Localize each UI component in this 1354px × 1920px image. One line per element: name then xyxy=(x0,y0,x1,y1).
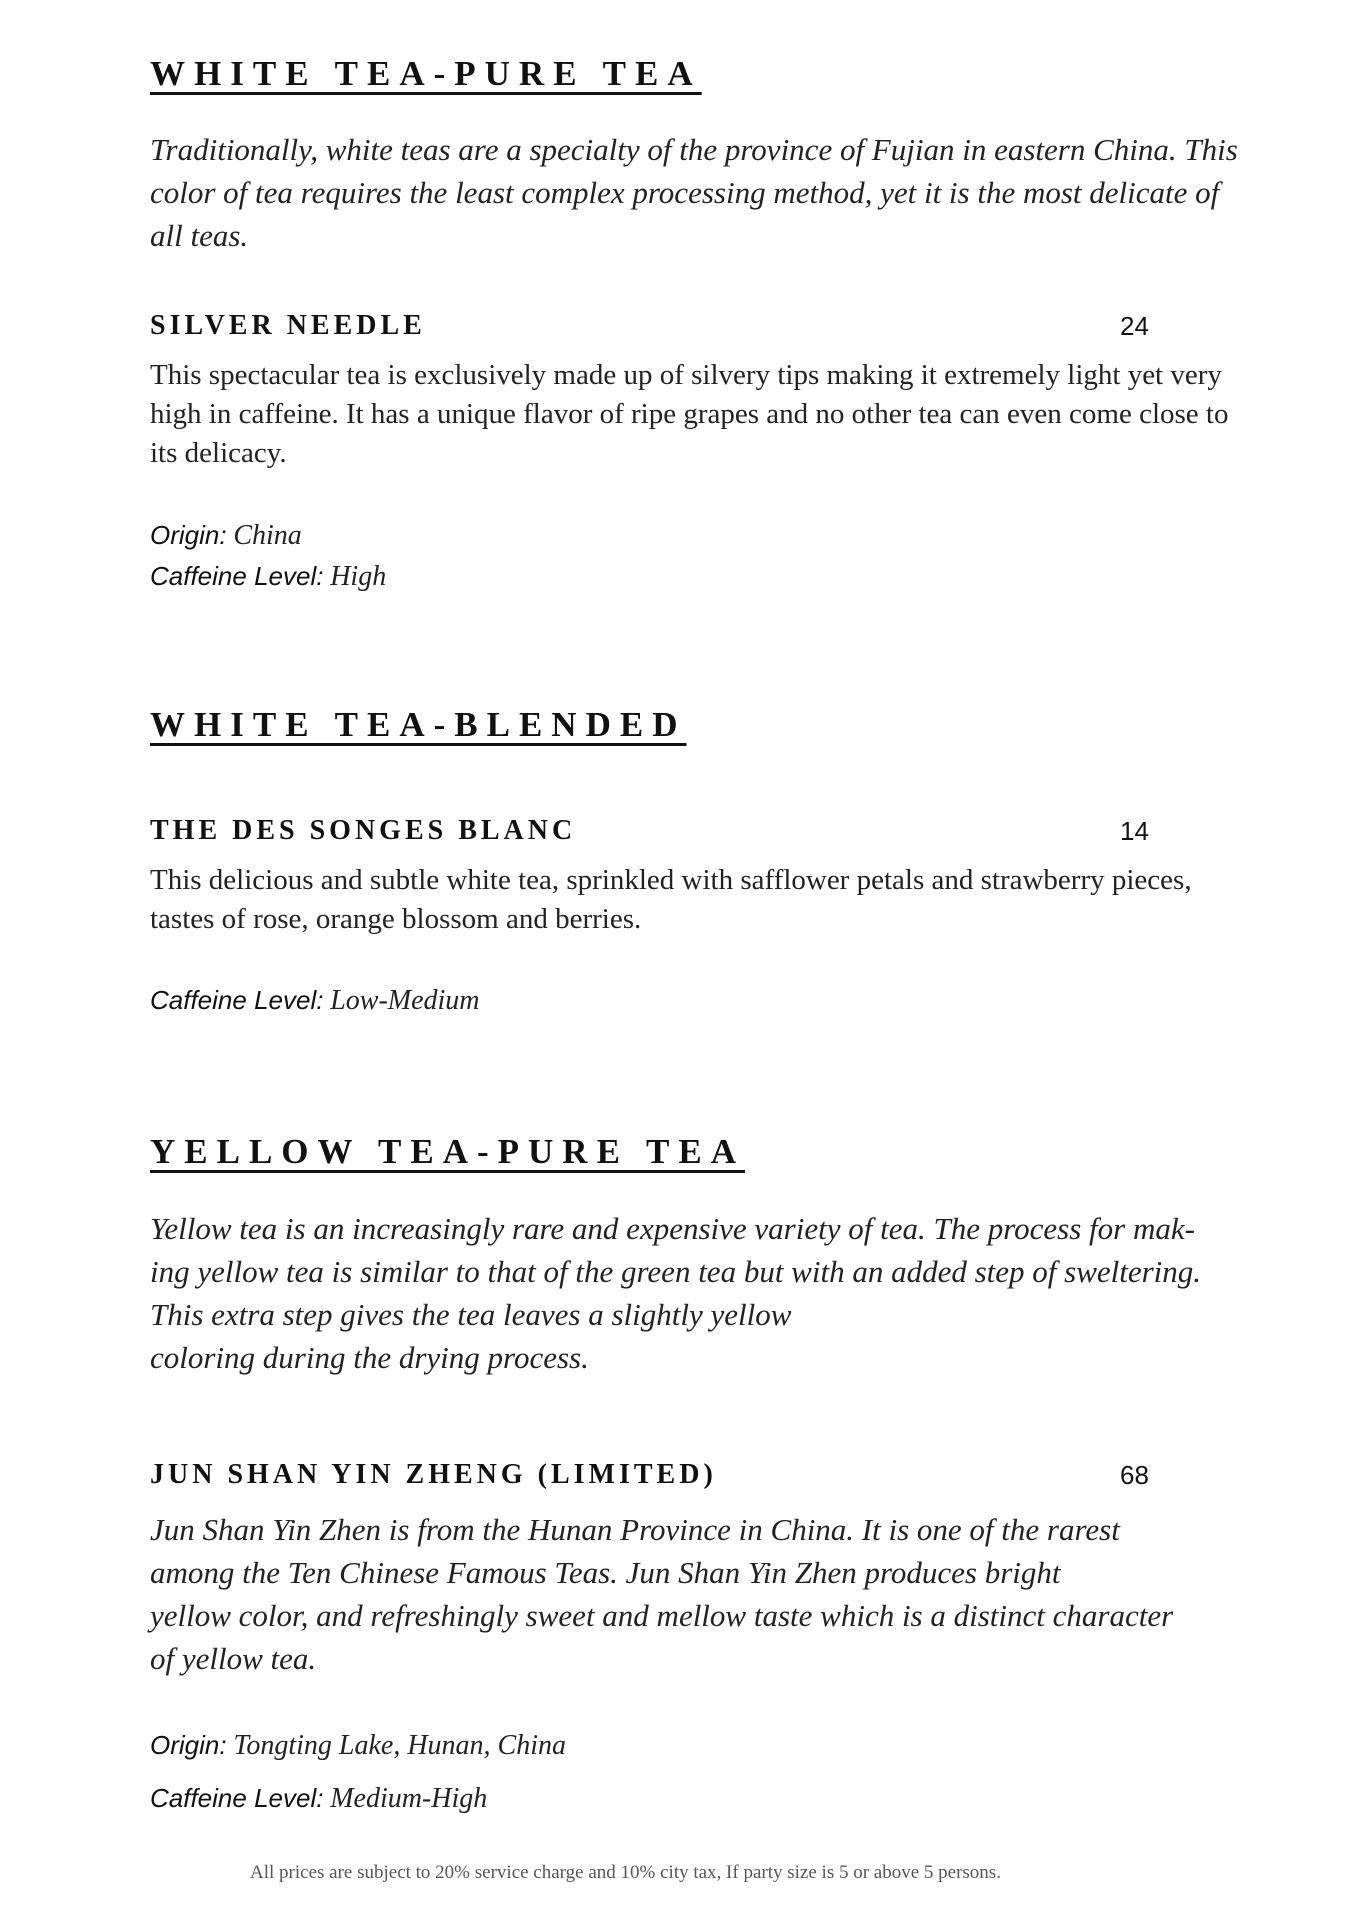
origin-value: China xyxy=(233,520,302,551)
desc-line: among the Ten Chinese Famous Teas. Jun Shan Yin Zhen produces bright xyxy=(150,1555,1061,1590)
intro-line: coloring during the drying process. xyxy=(150,1340,589,1375)
section-intro-yellow-pure xyxy=(150,1207,1240,1379)
desc-line: of yellow tea. xyxy=(150,1641,317,1676)
origin-label: Origin: xyxy=(150,520,227,550)
intro-line: ing yellow tea is similar to that of the green tea but with an added step of sweltering. xyxy=(150,1254,1202,1289)
caffeine-value: Low-Medium xyxy=(330,985,480,1016)
item-caffeine-des-songes-blanc xyxy=(150,980,480,1021)
caffeine-value: High xyxy=(330,561,387,592)
desc-line: yellow color, and refreshingly sweet and mellow taste which is a distinct character xyxy=(150,1598,1174,1633)
section-title-white-blended: WHITE TEA-BLENDED xyxy=(150,705,687,744)
origin-value: Tongting Lake, Hunan, China xyxy=(233,1730,566,1761)
item-origin-silver-needle xyxy=(150,515,302,556)
item-price-silver-needle: 24 xyxy=(1120,311,1149,341)
caffeine-label: Caffeine Level: xyxy=(150,1783,324,1813)
item-desc-des-songes-blanc: This delicious and subtle white tea, sprinkled with safflower petals and strawberry pieces, tastes of rose, orange blossom and berries. xyxy=(150,864,1192,935)
intro-line: This extra step gives the tea leaves a slightly yellow xyxy=(150,1297,792,1332)
footer-note: All prices are subject to 20% service charge and 10% city tax, If party size is 5 or above 5 persons. xyxy=(250,1862,1001,1883)
item-price-jun-shan-yin-zheng: 68 xyxy=(1120,1460,1149,1490)
item-caffeine-jun-shan-yin-zheng xyxy=(150,1778,487,1819)
origin-label: Origin: xyxy=(150,1730,227,1760)
section-title-yellow-pure: YELLOW TEA-PURE TEA xyxy=(150,1132,745,1171)
item-desc-silver-needle: This spectacular tea is exclusively made up of silvery tips making it extremely light yet very high in caffeine. It has a unique flavor of ripe grapes and no other tea can even come close to its delicacy. xyxy=(150,359,1229,469)
desc-line: Jun Shan Yin Zhen is from the Hunan Province in China. It is one of the rarest xyxy=(150,1512,1120,1547)
section-intro-white-pure: Traditionally, white teas are a specialty of the province of Fujian in eastern China. This color of tea requires the least complex processing method, yet it is the most delicate of all teas. xyxy=(150,132,1238,253)
caffeine-label: Caffeine Level: xyxy=(150,985,324,1015)
intro-line: Yellow tea is an increasingly rare and expensive variety of tea. The process for mak- xyxy=(150,1211,1195,1246)
item-origin-jun-shan-yin-zheng xyxy=(150,1725,566,1766)
section-title-white-pure: WHITE TEA-PURE TEA xyxy=(150,54,702,93)
item-name-jun-shan-yin-zheng: JUN SHAN YIN ZHENG (LIMITED) xyxy=(150,1459,717,1490)
item-price-des-songes-blanc: 14 xyxy=(1120,816,1149,846)
caffeine-label: Caffeine Level: xyxy=(150,561,324,591)
item-name-silver-needle: SILVER NEEDLE xyxy=(150,310,426,341)
item-name-des-songes-blanc: THE DES SONGES BLANC xyxy=(150,815,577,846)
caffeine-value: Medium-High xyxy=(330,1783,488,1814)
item-desc-jun-shan-yin-zheng xyxy=(150,1508,1240,1680)
item-caffeine-silver-needle xyxy=(150,556,386,597)
